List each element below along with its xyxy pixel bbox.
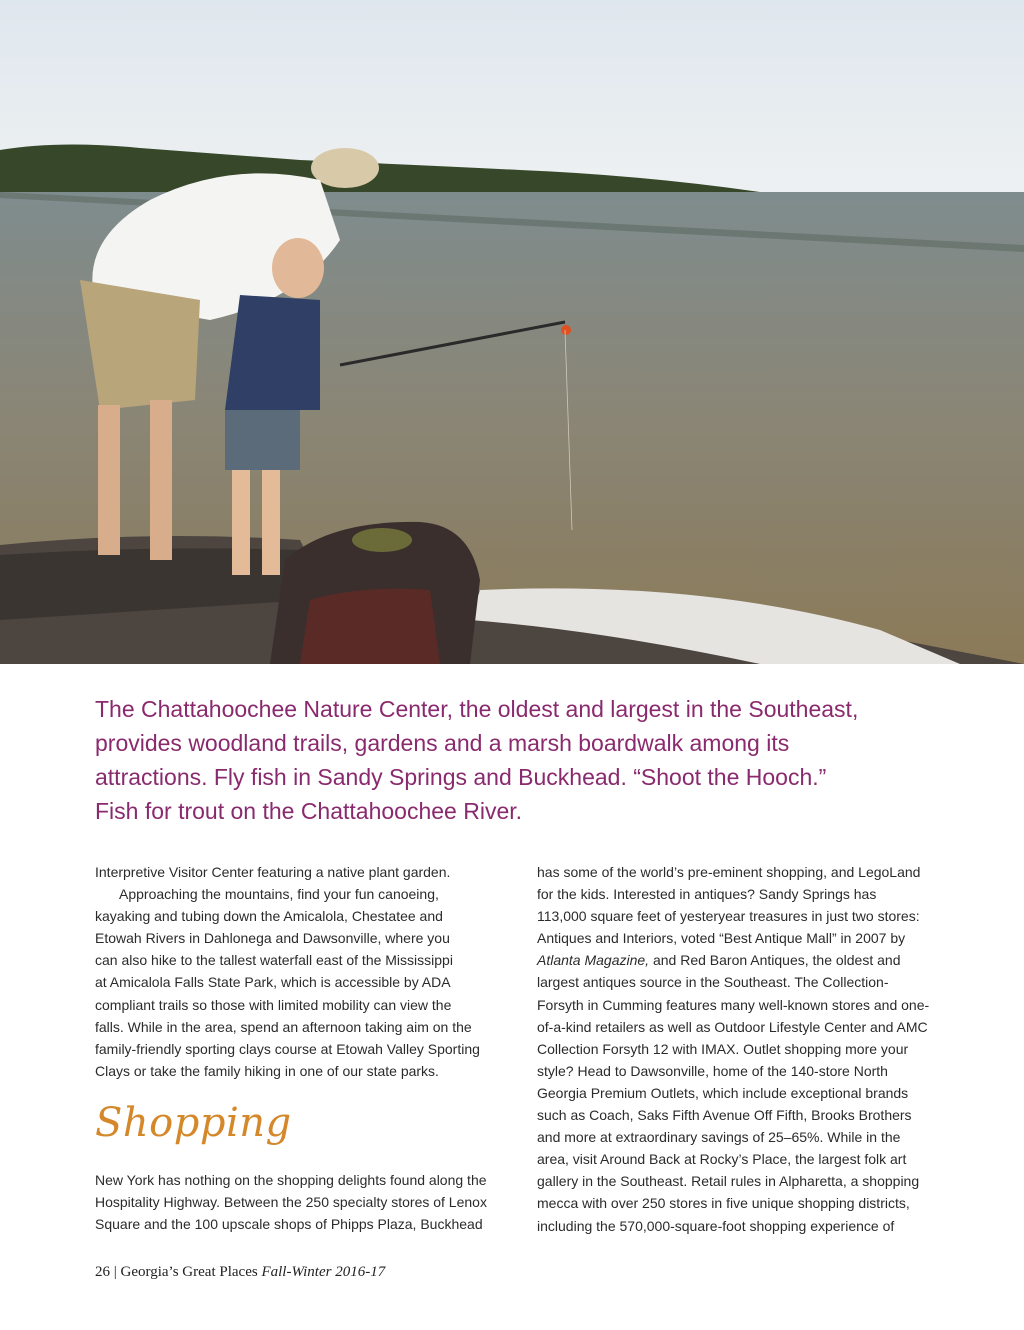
body-line: has some of the world’s pre-eminent shopping, and LegoLand	[537, 864, 921, 880]
body-line: Interpretive Visitor Center featuring a native plant garden.	[95, 864, 451, 880]
body-line: Antiques and Interiors, voted “Best Antique Mall” in 2007 by	[537, 930, 906, 947]
body-line: 113,000 square feet of yesteryear treasures in just two stores:	[537, 908, 920, 925]
body-line: and more at extraordinary savings of 25–65%. While in the	[537, 1129, 901, 1146]
body-line: at Amicalola Falls State Park, which is accessible by ADA	[95, 974, 451, 991]
right-column-text	[537, 861, 957, 1237]
pull-quote-line: attractions. Fly fish in Sandy Springs and Buckhead. “Shoot the Hooch.”	[95, 764, 827, 790]
body-line: Georgia Premium Outlets, which include exceptional brands	[537, 1084, 909, 1101]
body-line-rest: and Red Baron Antiques, the oldest and	[649, 952, 901, 969]
left-column-text	[95, 861, 515, 1082]
body-line: family-friendly sporting clays course at Etowah Valley Sporting	[95, 1040, 480, 1057]
body-line: New York has nothing on the shopping delights found along the	[95, 1172, 487, 1188]
body-line-mixed	[537, 949, 957, 971]
hero-photo	[0, 0, 1024, 664]
issue-name: Fall-Winter 2016-17	[261, 1264, 386, 1280]
body-line: mecca with over 250 stores in five unique shopping districts,	[537, 1195, 910, 1212]
body-line: gallery in the Southeast. Retail rules in Alpharetta, a shopping	[537, 1173, 920, 1190]
section-heading-shopping: Shopping	[95, 1100, 292, 1146]
pull-quote-line: Fish for trout on the Chattahoochee River.	[95, 798, 523, 824]
body-line: kayaking and tubing down the Amicalola, Chestatee and	[95, 908, 443, 925]
footer-separator: |	[113, 1264, 117, 1280]
body-line: style? Head to Dawsonville, home of the 140-store North	[537, 1062, 888, 1079]
body-line: of-a-kind retailers as well as Outdoor Lifestyle Center and AMC	[537, 1018, 928, 1035]
body-line: Etowah Rivers in Dahlonega and Dawsonville, where you	[95, 930, 450, 947]
body-line: largest antiques source in the Southeast. The Collection-	[537, 974, 889, 991]
magazine-title: Atlanta Magazine,	[537, 952, 650, 969]
magazine-name: Georgia’s Great Places	[120, 1264, 258, 1280]
body-line: Clays or take the family hiking in one of our state parks.	[95, 1062, 439, 1079]
body-line: including the 570,000-square-foot shopping experience of	[537, 1217, 895, 1234]
body-line: Collection Forsyth 12 with IMAX. Outlet shopping more your	[537, 1040, 909, 1057]
body-line: Square and the 100 upscale shops of Phipps Plaza, Buckhead	[95, 1216, 483, 1233]
body-line: Approaching the mountains, find your fun canoeing,	[119, 886, 439, 903]
body-line: can also hike to the tallest waterfall east of the Mississippi	[95, 952, 453, 969]
body-line: Hospitality Highway. Between the 250 specialty stores of Lenox	[95, 1194, 487, 1211]
body-line: Forsyth in Cumming features many well-known stores and one-	[537, 996, 930, 1013]
fishing-photo-illustration	[0, 0, 1024, 664]
page-footer	[95, 1264, 385, 1281]
body-line: such as Coach, Saks Fifth Avenue Off Fifth, Brooks Brothers	[537, 1107, 912, 1124]
pull-quote	[95, 692, 925, 828]
left-column-shopping-text	[95, 1169, 525, 1235]
pull-quote-line: The Chattahoochee Nature Center, the oldest and largest in the Southeast,	[95, 696, 859, 722]
body-line: for the kids. Interested in antiques? Sandy Springs has	[537, 886, 877, 903]
page-number: 26	[95, 1264, 110, 1280]
body-line: falls. While in the area, spend an afternoon taking aim on the	[95, 1018, 472, 1035]
body-line: compliant trails so those with limited mobility can view the	[95, 996, 452, 1013]
body-line: area, visit Around Back at Rocky’s Place, the largest folk art	[537, 1151, 907, 1168]
pull-quote-line: provides woodland trails, gardens and a marsh boardwalk among its	[95, 730, 790, 756]
